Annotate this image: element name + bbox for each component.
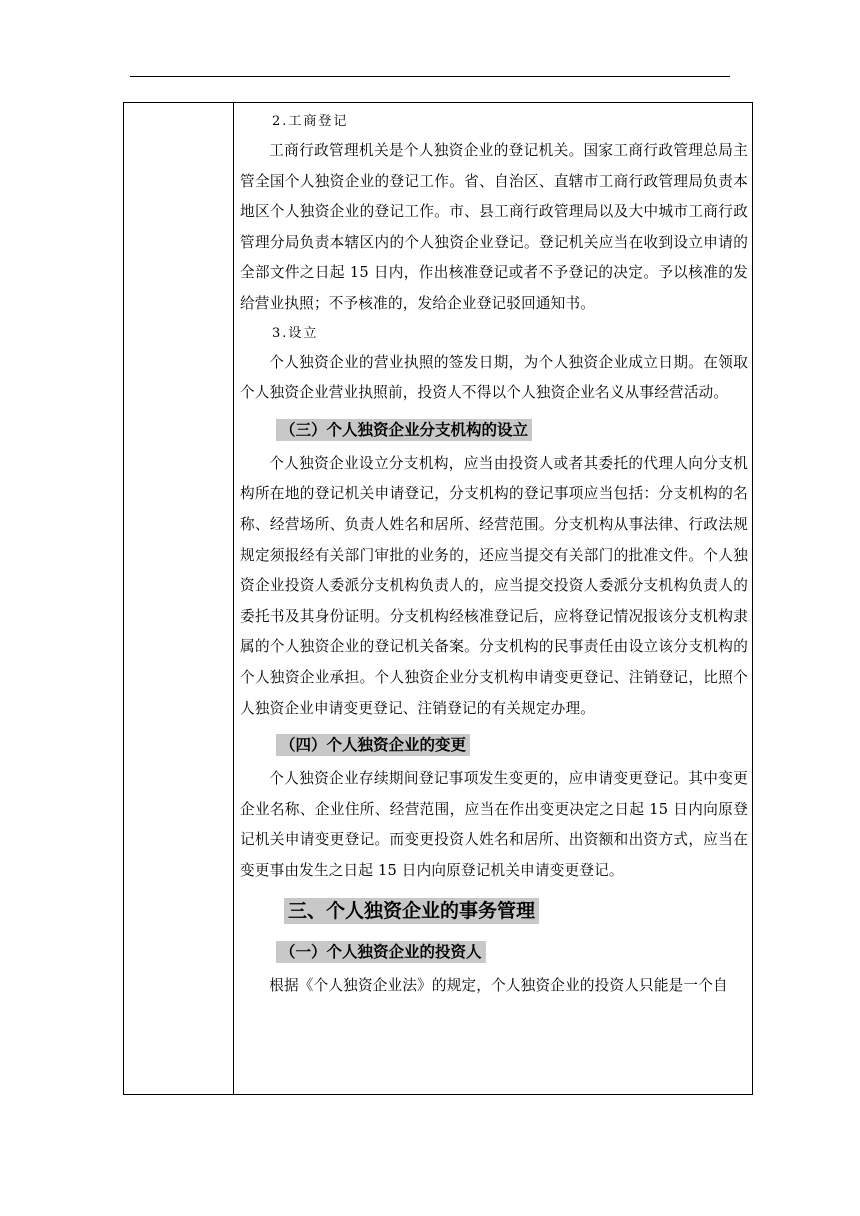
header-rule xyxy=(130,76,730,77)
paragraph-registration: 工商行政管理机关是个人独资企业的登记机关。国家工商行政管理总局主管全国个人独资企业的登记工作。省、自治区、直辖市工商行政管理局负责本地区个人独资企业的登记工作。市、县工商行政管理局以及大中城市工商行政管理分局负责本辖区内的个人独资企业登记。登记机关应当在收到设立申请的全部文件之日起 15 日内，作出核准登记或者不予登记的决定。予以核准的发给营业执照；不予核准的，发给企业登记驳回通知书。 xyxy=(240,142,748,312)
paragraph-investor: 根据《个人独资企业法》的规定，个人独资企业的投资人只能是一个自 xyxy=(269,977,728,995)
heading-investor xyxy=(276,937,748,967)
heading-branch-establishment-text: （三）个人独资企业分支机构的设立 xyxy=(276,419,532,441)
heading-branch-establishment xyxy=(276,415,748,445)
paragraph-establishment: 个人独资企业的营业执照的签发日期，为个人独资企业成立日期。在领取个人独资企业营业执照前，投资人不得以个人独资企业名义从事经营活动。 xyxy=(240,353,748,402)
paragraph-change: 个人独资企业存续期间登记事项发生变更的，应申请变更登记。其中变更企业名称、企业住所、经营范围，应当在作出变更决定之日起 15 日内向原登记机关申请变更登记。而变更投资人姓名和居所、出资额和出资方式，应当在变更事由发生之日起 15 日内向原登记机关申请变更登记。 xyxy=(240,770,748,879)
table-column-divider xyxy=(233,102,234,1095)
heading-investor-text: （一）个人独资企业的投资人 xyxy=(276,941,486,963)
heading-enterprise-change xyxy=(276,730,748,760)
subheading-establishment: 3.设立 xyxy=(272,325,319,341)
heading-enterprise-change-text: （四）个人独资企业的变更 xyxy=(276,734,470,756)
heading-affairs-management-text: 三、个人独资企业的事务管理 xyxy=(284,898,539,924)
document-content xyxy=(240,108,748,1002)
heading-affairs-management xyxy=(284,894,748,929)
subheading-registration: 2.工商登记 xyxy=(272,114,349,129)
paragraph-branch: 个人独资企业设立分支机构，应当由投资人或者其委托的代理人向分支机构所在地的登记机关申请登记，分支机构的登记事项应当包括：分支机构的名称、经营场所、负责人姓名和居所、经营范围。分支机构从事法律、行政法规规定须报经有关部门审批的业务的，还应当提交有关部门的批准文件。个人独资企业投资人委派分支机构负责人的，应当提交投资人委派分支机构负责人的委托书及其身份证明。分支机构经核准登记后，应将登记情况报该分支机构隶属的个人独资企业的登记机关备案。分支机构的民事责任由设立该分支机构的个人独资企业承担。个人独资企业分支机构申请变更登记、注销登记，比照个人独资企业申请变更登记、注销登记的有关规定办理。 xyxy=(240,454,748,717)
